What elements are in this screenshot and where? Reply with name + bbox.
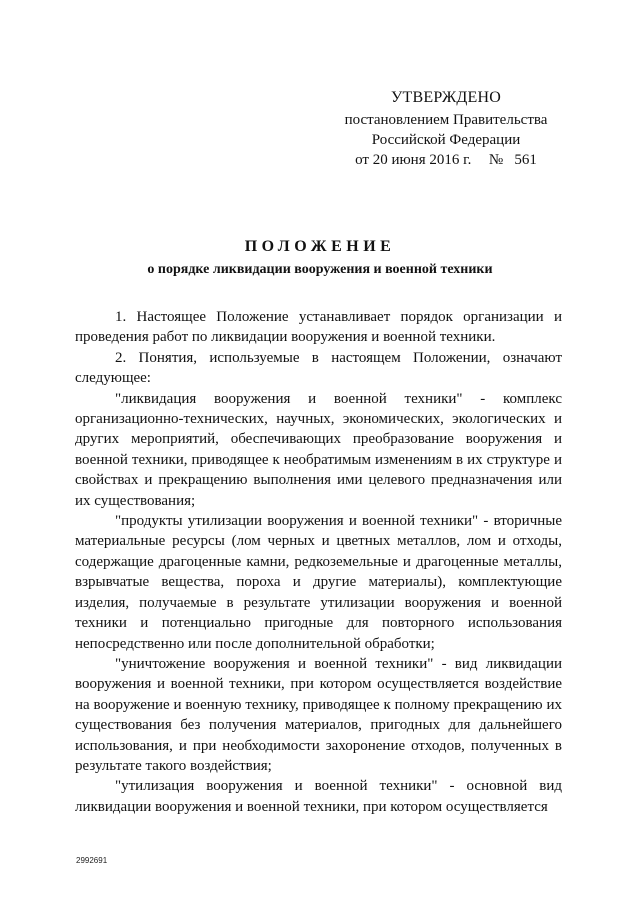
definition-recycling-products: "продукты утилизации вооружения и военной техники" - вторичные материальные ресурсы (лом черных и цветных металлов, лом и отходы, содержащие драгоценные камни, редкоземельные и драгоценные металлы, взрывчатые вещества, пороха и другие материалы), комплектующие изделия, получаемые в результате утилизации вооружения и военной техники и потенциально пригодные для повторного использования непосредственно или после дополнительной обработки; xyxy=(75,513,562,652)
approval-line-2: Российской Федерации xyxy=(371,132,521,148)
definition-destruction: "уничтожение вооружения и военной техники" - вид ликвидации вооружения и военной техники, при котором осуществляется воздействие на вооружение и военную технику, приводящее к полному прекращению их существования без получения материалов, пригодных для дальнейшего использования, и при необходимости захоронение отходов, полученных в результате такого воздействия; xyxy=(75,655,562,774)
approval-number: 561 xyxy=(514,152,537,168)
definition-recycling: "утилизация вооружения и военной техники" - основной вид ликвидации вооружения и военной техники, при котором осуществляется xyxy=(75,778,562,815)
paragraph-2: 2. Понятия, используемые в настоящем Положении, означают следующее: xyxy=(75,349,562,387)
document-code: 2992691 xyxy=(76,856,108,865)
approval-number-sign: № xyxy=(488,152,504,168)
document-title: ПОЛОЖЕНИЕ xyxy=(244,238,396,255)
approval-date-line xyxy=(330,150,562,170)
approval-date: от 20 июня 2016 г. xyxy=(355,152,472,168)
document-body xyxy=(75,307,562,817)
approval-line-1: постановлением Правительства xyxy=(344,112,548,128)
approval-block xyxy=(330,88,562,170)
definition-liquidation: "ликвидация вооружения и военной техники" - комплекс организационно-технических, научных, экономических, экологических и других мероприятий, обеспечивающих преобразование вооружения и военной техники, приводящее к необратимым изменениям в их структуре и свойствах и прекращению выполнения ими целевого предназначения или их существования; xyxy=(75,390,562,509)
document-subtitle: о порядке ликвидации вооружения и военной техники xyxy=(147,262,493,277)
paragraph-1: 1. Настоящее Положение устанавливает порядок организации и проведения работ по ликвидации вооружения и военной техники. xyxy=(75,309,562,346)
approval-heading: УТВЕРЖДЕНО xyxy=(390,89,501,106)
